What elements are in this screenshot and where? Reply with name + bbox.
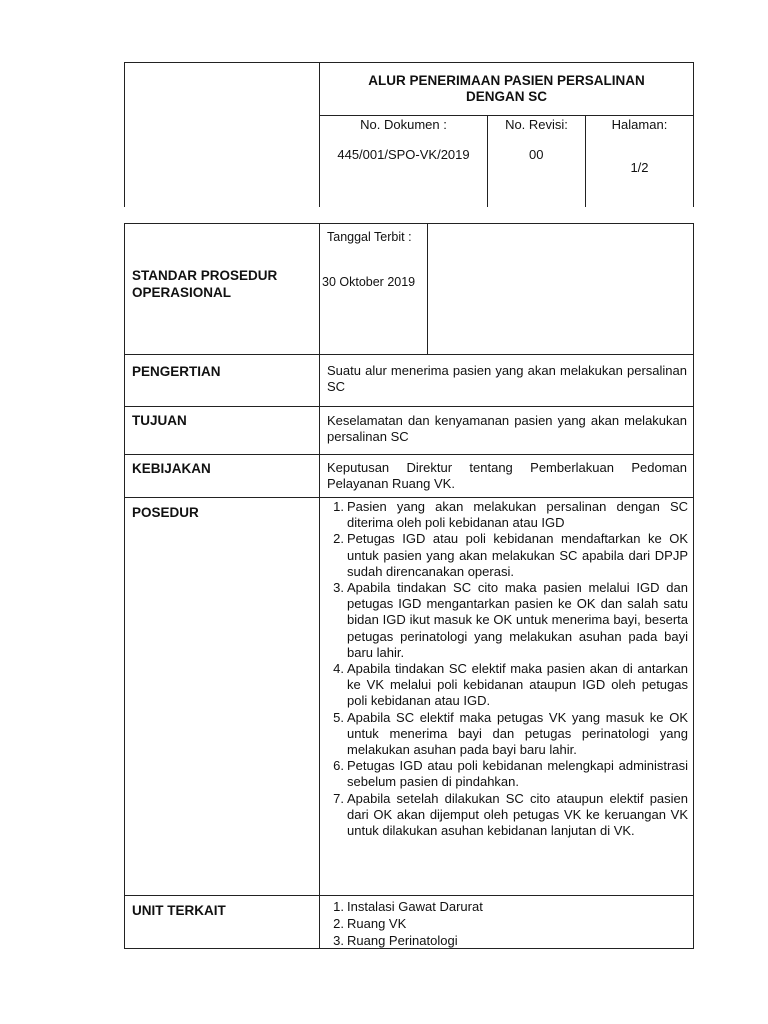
related-unit: 2. Ruang VK — [333, 916, 407, 931]
issue-date-label: Tanggal Terbit : — [327, 230, 412, 244]
document-title-line1: ALUR PENERIMAAN PASIEN PERSALINAN — [368, 73, 645, 88]
doc-number-label: No. Dokumen : — [360, 117, 447, 132]
pengertian-text: Suatu alur menerima pasien yang akan melakukan persalinan SC — [327, 363, 687, 394]
prosedur-label: POSEDUR — [132, 505, 199, 520]
procedure-step: 1. Pasien yang akan melakukan persalinan dengan SC diterima oleh poli kebidanan atau IGD — [333, 499, 688, 531]
procedure-step: 7. Apabila setelah dilakukan SC cito ataupun elektif pasien dari OK akan dijemput oleh petugas VK ke keruangan VK untuk dilakukan asuhan kebidanan lanjutan di VK. — [333, 790, 688, 839]
pengertian-label: PENGERTIAN — [132, 364, 221, 379]
page-value: 1/2 — [630, 160, 649, 175]
unit-terkait-label: UNIT TERKAIT — [132, 903, 226, 918]
procedure-step: 6. Petugas IGD atau poli kebidanan melengkapi administrasi sebelum pasien di pindahkan. — [333, 758, 688, 790]
procedure-step: 4. Apabila tindakan SC elektif maka pasien akan di antarkan ke VK melalui poli kebidanan ataupun IGD oleh petugas poli kebidanan atau IGD. — [333, 661, 688, 709]
related-unit: 3. Ruang Perinatologi — [333, 933, 458, 948]
document-title-line2: DENGAN SC — [465, 89, 547, 104]
revision-value: 00 — [529, 147, 544, 162]
issue-date-value: 30 Oktober 2019 — [322, 275, 416, 289]
spo-label-line2: OPERASIONAL — [132, 285, 232, 300]
tujuan-text: Keselamatan dan kenyamanan pasien yang akan melakukan persalinan SC — [327, 413, 687, 444]
related-unit: 1. Instalasi Gawat Darurat — [333, 899, 483, 914]
procedure-step: 2. Petugas IGD atau poli kebidanan mendaftarkan ke OK untuk pasien yang akan melakukan SC apabila dari DPJP sudah direncanakan operasi. — [333, 531, 688, 579]
spo-label — [132, 267, 317, 301]
procedure-step: 5. Apabila SC elektif maka petugas VK yang masuk ke OK untuk menerima bayi dan petugas perinatologi yang melakukan asuhan pada bayi baru lahir. — [333, 709, 688, 758]
page-label: Halaman: — [611, 117, 668, 132]
kebijakan-label: KEBIJAKAN — [132, 461, 211, 476]
kebijakan-text: Keputusan Direktur tentang Pemberlakuan Pedoman Pelayanan Ruang VK. — [327, 460, 687, 491]
procedure-list — [322, 499, 688, 839]
revision-label: No. Revisi: — [505, 117, 568, 132]
doc-number-value: 445/001/SPO-VK/2019 — [337, 147, 470, 162]
related-units-list — [322, 898, 688, 949]
document-title — [320, 73, 693, 105]
procedure-step: 3. Apabila tindakan SC cito maka pasien melalui IGD dan petugas IGD mengantarkan pasien ke OK dan salah satu bidan IGD ikut masuk ke OK untuk menerima bayi, beserta petugas perinatologi yang melakukan asuhan pada bayi baru lahir. — [333, 580, 688, 660]
spo-label-line1: STANDAR PROSEDUR — [132, 268, 278, 283]
tujuan-label: TUJUAN — [132, 413, 187, 428]
